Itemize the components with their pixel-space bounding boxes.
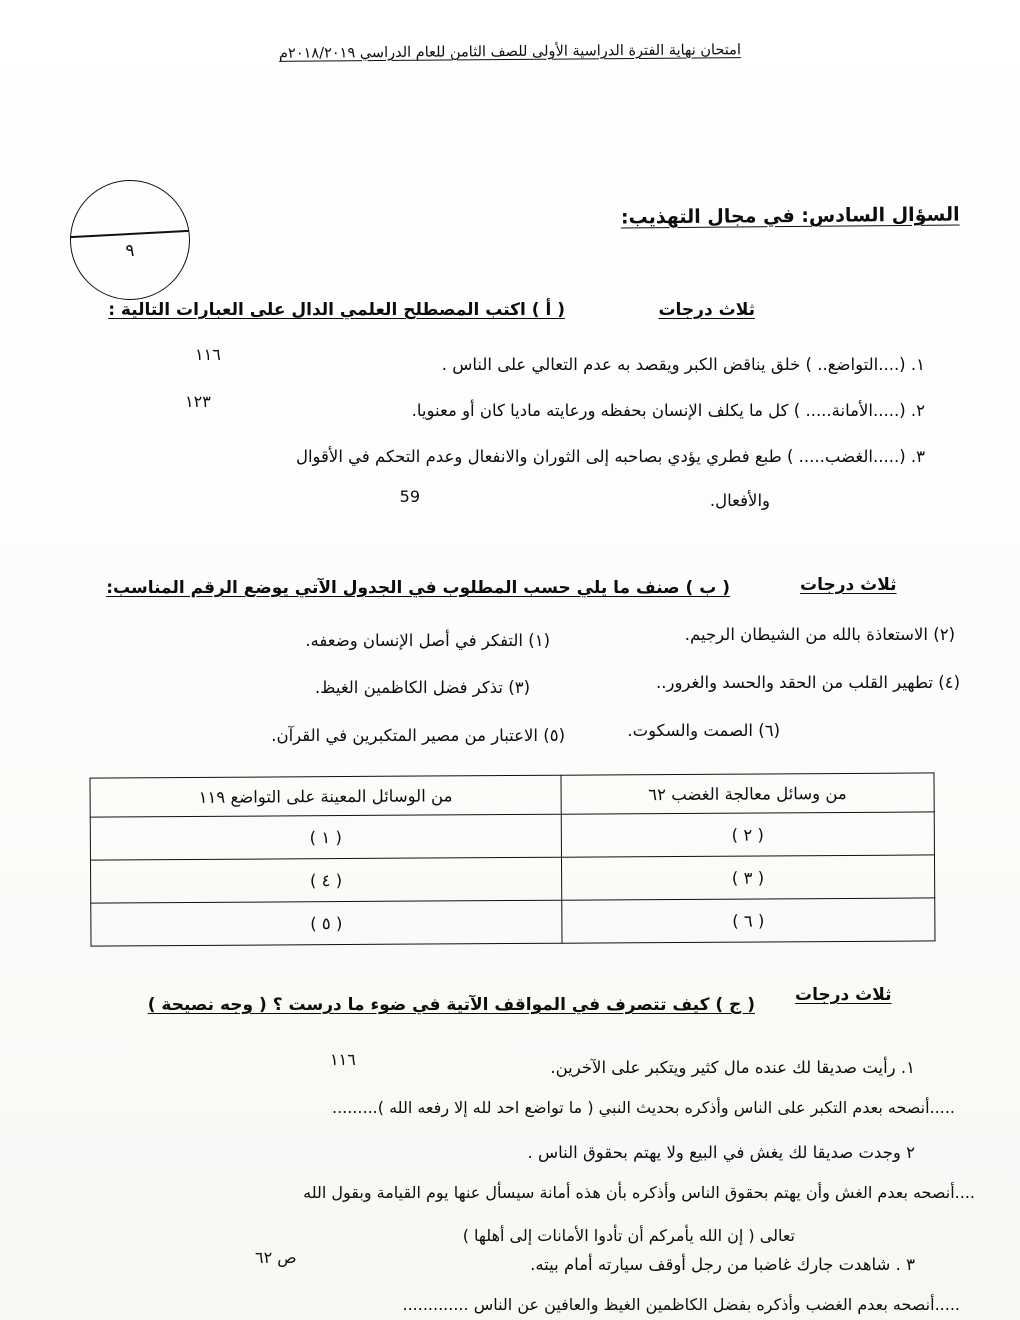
section-a-item-3-continuation: والأفعال.: [709, 491, 770, 510]
classification-table: [89, 772, 935, 946]
section-b-option-6: (٦) الصمت والسكوت.: [627, 721, 780, 740]
section-b-prompt: ( ب ) صنف ما يلي حسب المطلوب في الجدول الآتي يوضع الرقم المناسب:: [106, 578, 730, 598]
table-cell-r2c2: ( ٤ ): [90, 857, 561, 903]
table-header-row: [90, 773, 934, 817]
section-b-option-3: (٣) تذكر فضل الكاظمين الغيظ.: [314, 678, 530, 697]
table-cell-r1c1: ( ٢ ): [561, 812, 934, 857]
section-b-option-4: (٤) تطهير القلب من الحقد والحسد والغرور..: [655, 673, 960, 692]
table-cell-r1c2: ( ١ ): [90, 814, 561, 860]
section-c-situation-3: ٣ . شاهدت جارك غاضبا من رجل أوقف سيارته أمام بيته.: [530, 1255, 915, 1274]
question-title: السؤال السادس: في مجال التهذيب:: [621, 203, 961, 229]
table-header-humility: من الوسائل المعينة على التواضع ١١٩: [90, 775, 561, 817]
section-c-answer-2: ....أنصحه بعدم الغش وأن يهتم بحقوق الناس وأذكره بأن هذه أمانة سيسأل عنها يوم القيامة وبقول الله: [303, 1183, 975, 1202]
section-c-answer-2-continuation: تعالى ( إن الله يأمركم أن تأدوا الأمانات إلى أهلها ): [462, 1226, 795, 1245]
table-cell-r3c2: ( ٥ ): [91, 900, 562, 946]
section-c-situation-1-page: ١١٦: [330, 1050, 356, 1069]
section-b-option-2: (٢) الاستعاذة بالله من الشيطان الرجيم.: [684, 625, 955, 644]
score-value: ٩: [125, 241, 135, 261]
table-cell-r2c1: ( ٣ ): [561, 855, 934, 900]
table-header-anger: من وسائل معالجة الغضب ٦٢: [561, 773, 934, 814]
section-a-item-2: ٢. (.....الأمانة..... ) كل ما يكلف الإنسان بحفظه ورعايته ماديا كان أو معنويا.: [411, 401, 925, 420]
section-a-item-1: ١. (....التواضع.. ) خلق يناقض الكبر ويقصد به عدم التعالي على الناس .: [441, 355, 925, 374]
exam-header-title: امتحان نهاية الفترة الدراسية الأولى للصف الثامن للعام الدراسي ٢٠١٨/٢٠١٩م: [278, 42, 742, 62]
section-b-grade: ثلاث درجات: [800, 575, 897, 595]
score-circle: [70, 180, 190, 300]
section-c-grade: ثلاث درجات: [795, 985, 892, 1005]
table-cell-r3c1: ( ٦ ): [562, 898, 935, 943]
section-a-item-1-page: ١١٦: [195, 345, 221, 364]
section-b-option-5: (٥) الاعتبار من مصير المتكبرين في القرآن.: [271, 726, 565, 745]
section-c-situation-1: ١. رأيت صديقا لك عنده مال كثير ويتكبر على الآخرين.: [550, 1058, 915, 1077]
section-b-option-1: (١) التفكر في أصل الإنسان وضعفه.: [305, 631, 550, 650]
score-circle-divider: [70, 230, 189, 238]
section-a-item-2-page: ١٢٣: [185, 392, 211, 411]
table-row: [91, 898, 935, 946]
section-c-situation-3-page: ص ٦٢: [255, 1248, 297, 1267]
table-row: [90, 812, 934, 860]
section-a-grade: ثلاث درجات: [658, 300, 755, 320]
section-c-answer-1: .....أنصحه بعدم التكبر على الناس وأذكره بحديث النبي ( ما تواضع احد لله إلا رفعه الله ).........: [331, 1098, 955, 1117]
section-c-situation-2: ٢ وجدت صديقا لك يغش في البيع ولا يهتم بحقوق الناس .: [527, 1143, 915, 1162]
section-a-item-3: ٣. (.....الغضب..... ) طبع فطري يؤدي بصاحبه إلى الثوران والانفعال وعدم التحكم في الأقوال: [295, 447, 925, 466]
table-row: [90, 855, 934, 903]
section-c-prompt: ( ج ) كيف تتصرف في المواقف الآتية في ضوء ما درست ؟ ( وجه نصيحة ): [147, 995, 755, 1015]
section-a-prompt: ( أ ) اكتب المصطلح العلمي الدال على العبارات التالية :: [108, 300, 565, 320]
section-a-item-3-page: 59: [399, 487, 420, 506]
section-c-answer-3: .....أنصحه بعدم الغضب وأذكره بفضل الكاظمين الغيظ والعافين عن الناس .............: [402, 1295, 960, 1314]
